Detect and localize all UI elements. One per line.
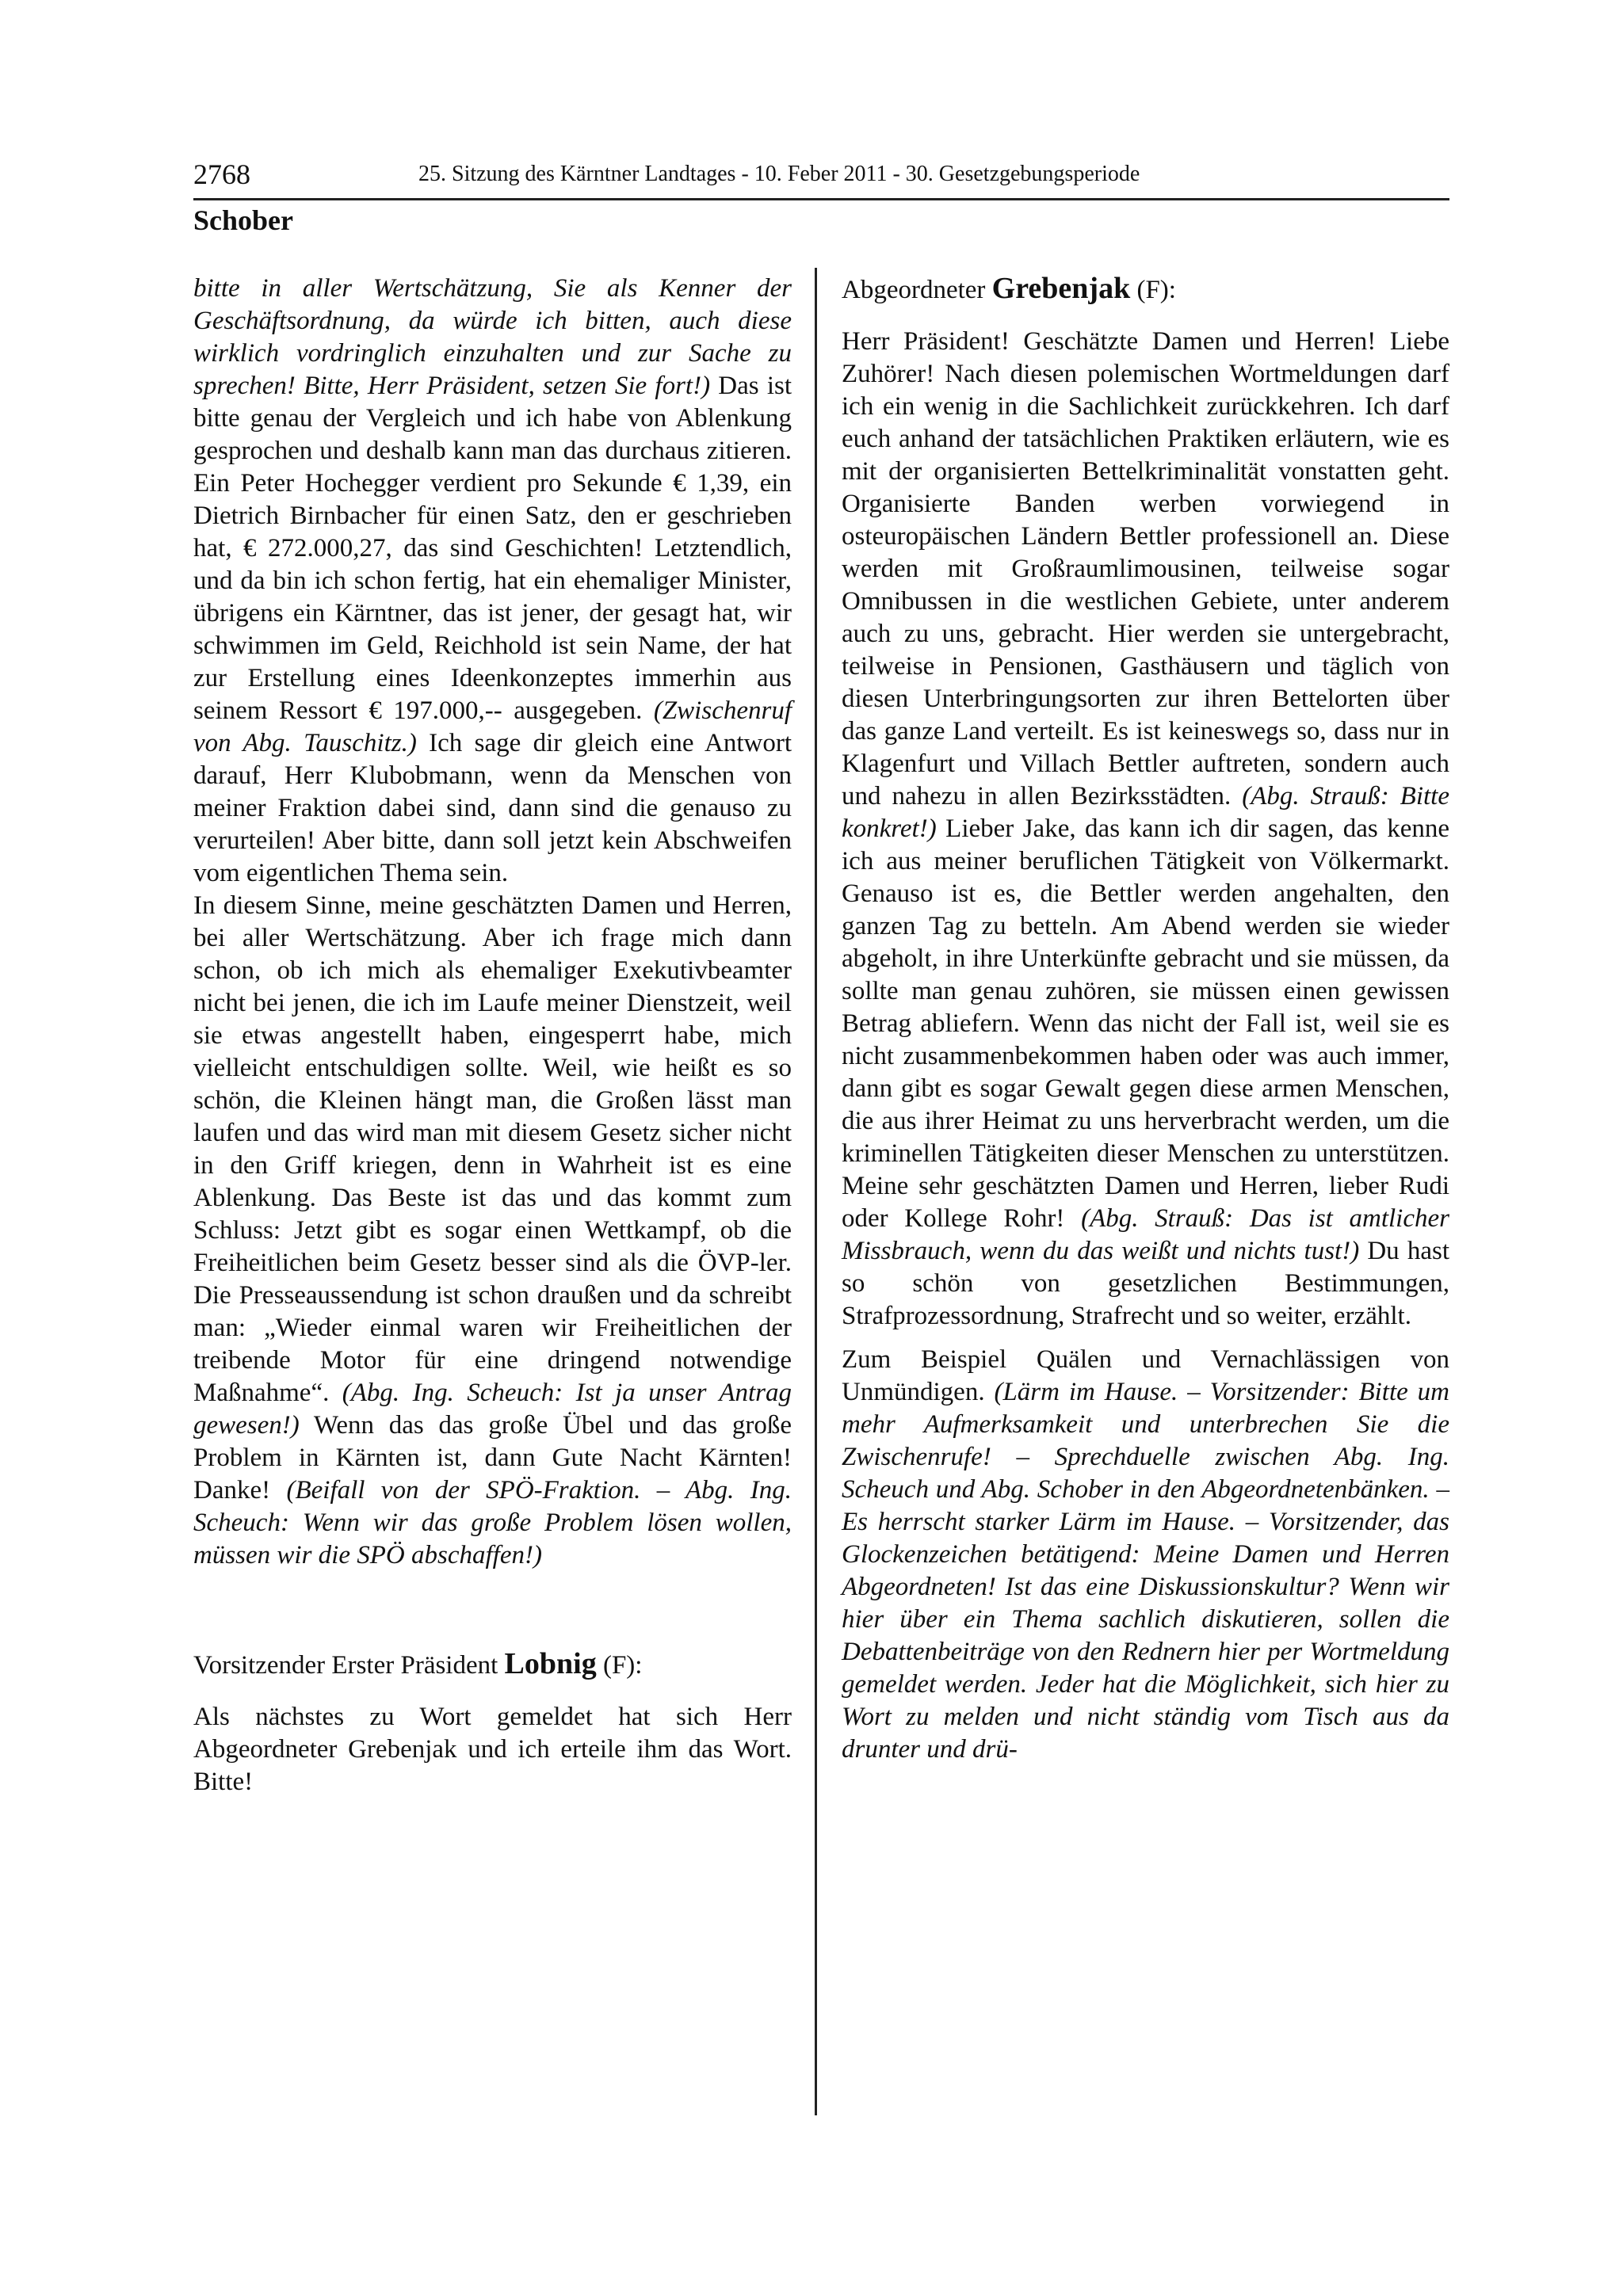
- speech-text: Du hast so schön von gesetzlichen Bestimmungen, Strafprozessordnung, Strafrecht und so weiter, erzählt.: [842, 1237, 1449, 1330]
- speech-text: Ich sage dir gleich eine Antwort darauf, Herr Klubobmann, wenn da Menschen von meiner Fraktion dabei sind, dann sind die genauso zu verurteilen! Aber bitte, dann soll jetzt kein Abschweifen vom eigentlichen Thema sein.: [193, 729, 792, 887]
- paragraph: [193, 273, 792, 890]
- speaker-heading: Vorsitzender Erster Präsident Lobnig (F):: [193, 1647, 643, 1680]
- speech-text: Lieber Jake, das kann ich dir sagen, das kenne ich aus meiner beruflichen Tätigkeit von Völkermarkt. Genauso ist es, die Bettler werden angehalten, den ganzen Tag zu betteln. Am Abend werden sie wieder abgeholt, in ihre Unterkünfte gebracht und sie müssen, da sollte man genau zuhören, sie müssen einen gewissen Betrag abliefern. Wenn das nicht der Fall ist, weil sie es nicht zusammenbekommen haben oder was auch immer, dann gibt es sogar Gewalt gegen diese armen Menschen, die aus ihrer Heimat zu uns herverbracht werden, um die kriminellen Tätigkeiten dieser Menschen zu unterstützen. Meine sehr geschätzten Damen und Herren, lieber Rudi oder Kollege Rohr!: [842, 814, 1449, 1233]
- speaker-name: Grebenjak: [991, 272, 1131, 305]
- running-header-title: 25. Sitzung des Kärntner Landtages - 10. Feber 2011 - 30. Gesetzgebungsperiode: [418, 162, 1140, 186]
- interjection: bitte in aller Wertschätzung, Sie als Kenner der Geschäftsordnung, da würde ich bitten, auch diese wirklich vordringlich einzuhalten und zur Sache zu sprechen! Bitte, Herr Präsident, setzen Sie fort!): [193, 274, 792, 400]
- speech-text: Zum Beispiel Quälen und Vernachlässigen von Unmündigen.: [842, 1345, 1449, 1406]
- paragraph: [842, 326, 1449, 1333]
- interjection: (Abg. Strauß: Bitte konkret!): [842, 782, 1449, 843]
- paragraph: Als nächstes zu Wort gemeldet hat sich Herr Abgeordneter Grebenjak und ich erteile ihm das Wort. Bitte!: [193, 1703, 792, 1796]
- interjection: (Zwischenruf von Abg. Tauschitz.): [193, 696, 792, 757]
- speech-text: Herr Präsident! Geschätzte Damen und Herren! Liebe Zuhörer! Nach diesen polemischen Wortmeldungen darf ich ein wenig in die Sachlichkeit zurückkehren. Ich darf euch anhand der tatsächlichen Praktiken erläutern, wie es mit der organisierten Bettelkriminalität vonstatten geht. Organisierte Banden werben vorwiegend in osteuropäischen Ländern Bettler professionell an. Diese werden mit Großraumlimousinen, teilweise sogar Omnibussen in die westlichen Gebiete, unter anderem auch zu uns, gebracht. Hier werden sie untergebracht, teilweise in Pensionen, Gasthäusern und täglich von diesen Unterbringungsorten zur ihren Bettelorten über das ganze Land verteilt. Es ist keineswegs so, dass nur in Klagenfurt und Villach Bettler auftreten, sondern auch und nahezu in allen Bezirksstädten.: [842, 327, 1449, 810]
- interjection: (Beifall von der SPÖ-Fraktion. – Abg. Ing. Scheuch: Wenn wir das große Problem lösen wollen, müssen wir die SPÖ abschaffen!): [193, 1476, 792, 1569]
- left-column: [193, 273, 792, 1798]
- right-column: [842, 273, 1449, 1766]
- running-header-speaker: Schober: [193, 204, 293, 236]
- speech-text: Das ist bitte genau der Vergleich und ich habe von Ablenkung gesprochen und deshalb kann man das durchaus zitieren. Ein Peter Hochegger verdient pro Sekunde € 1,39, ein Dietrich Birnbacher für einen Satz, den er geschrieben hat, € 272.000,27, das sind Geschichten! Letztendlich, und da bin ich schon fertig, hat ein ehemaliger Minister, übrigens ein Kärntner, das ist jener, der gesagt hat, wir schwimmen im Geld, Reichhold ist sein Name, der hat zur Erstellung eines Ideenkonzeptes immerhin aus seinem Ressort € 197.000,-- ausgegeben.: [193, 372, 792, 725]
- paragraph: [842, 1344, 1449, 1766]
- interjection: (Abg. Ing. Scheuch: Ist ja unser Antrag gewesen!): [193, 1379, 792, 1440]
- speaker-name: Lobnig: [504, 1647, 597, 1680]
- speaker-heading: Abgeordneter Grebenjak (F):: [842, 272, 1176, 305]
- interjection: (Abg. Strauß: Das ist amtlicher Missbrauch, wenn du das weißt und nichts tust!): [842, 1204, 1449, 1265]
- speech-text: Wenn das das große Übel und das große Problem in Kärnten ist, dann Gute Nacht Kärnten! Danke!: [193, 1411, 792, 1505]
- paragraph: [193, 890, 792, 1572]
- header-rule: [193, 198, 1449, 200]
- interjection: (Lärm im Hause. – Vorsitzender: Bitte um mehr Aufmerksamkeit und unterbrechen Sie die Zwischenrufe! – Sprechduelle zwischen Abg. Ing. Scheuch und Abg. Schober in den Abgeordnetenbänken. – Es herrscht starker Lärm im Hause. – Vorsitzender, das Glockenzeichen betätigend: Meine Damen und Herren Abgeordneten! Ist das eine Diskussionskultur? Wenn wir hier über ein Thema sachlich diskutieren, sollen die Debattenbeiträge von den Rednern hier per Wortmeldung gemeldet werden. Jeder hat die Möglichkeit, sich hier zu Wort zu melden und nicht ständig vom Tisch aus da drunter und drü-: [842, 1378, 1449, 1764]
- speech-text: In diesem Sinne, meine geschätzten Damen und Herren, bei aller Wertschätzung. Aber ich frage mich dann schon, ob ich mich als ehemaliger Exekutivbeamter nicht bei jenen, die ich im Laufe meiner Dienstzeit, weil sie etwas angestellt haben, eingesperrt habe, mich vielleicht entschuldigen sollte. Weil, wie heißt es so schön, die Kleinen hängt man, die Großen lässt man laufen und das wird man mit diesem Gesetz sicher nicht in den Griff kriegen, denn in Wahrheit ist es eine Ablenkung. Das Beste ist das und das kommt zum Schluss: Jetzt gibt es sogar einen Wettkampf, ob die Freiheitlichen beim Gesetz besser sind als die ÖVP-ler. Die Presseaussendung ist schon draußen und da schreibt man: „Wieder einmal waren wir Freiheitlichen der treibende Motor für eine dringend notwendige Maßnahme“.: [193, 891, 792, 1407]
- column-divider: [815, 268, 817, 2115]
- page-number: 2768: [193, 158, 250, 190]
